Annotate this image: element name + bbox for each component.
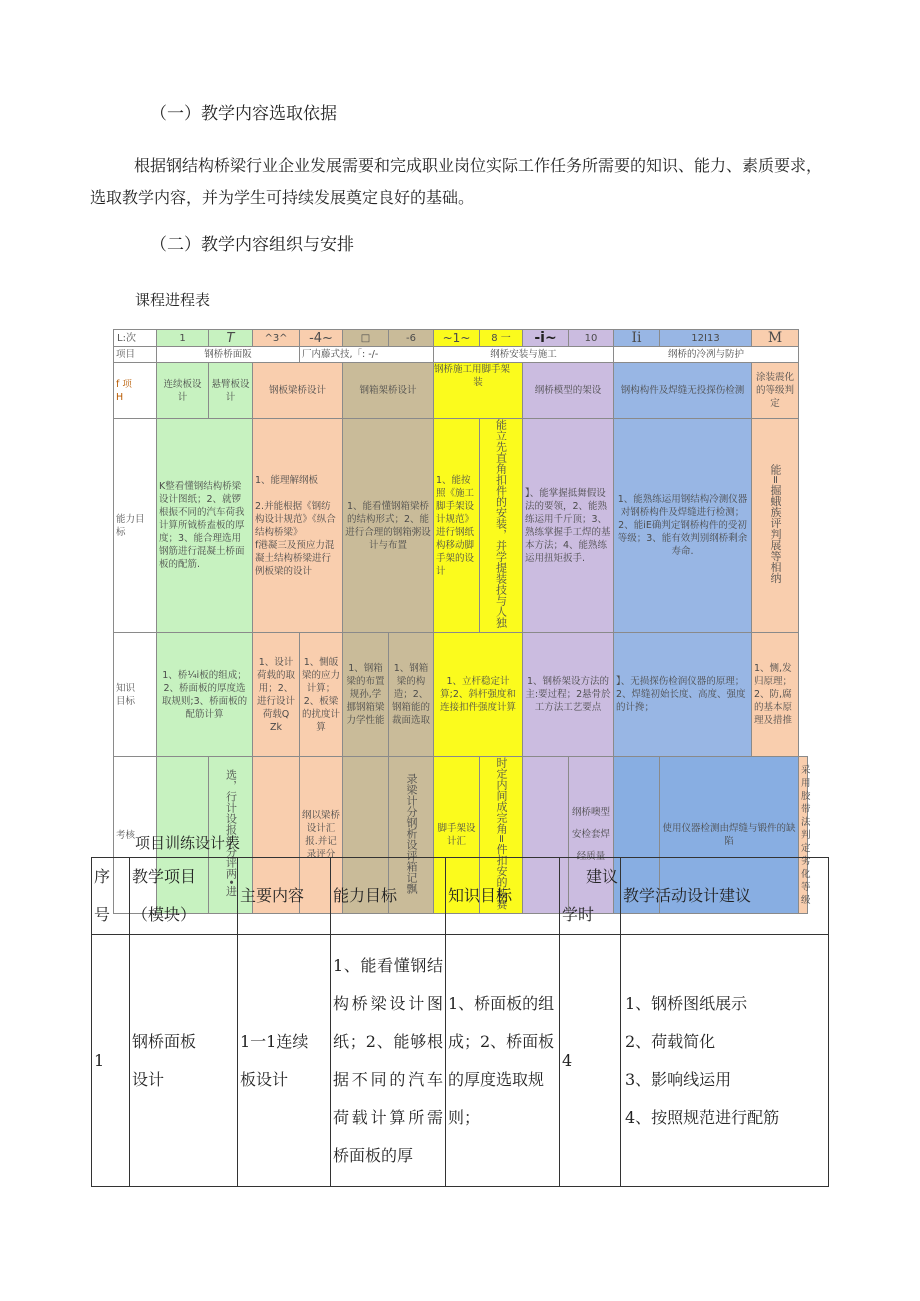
header-activity: 教学活动设计建议 [621,858,829,935]
course-progress-table [113,329,811,914]
ability-cell [752,419,799,633]
assessment-cell: 使用仪器检测由焊缝与锻件的缺陷 [660,757,799,914]
subproject-cell: 涂装震化的等级判定 [752,363,799,419]
ability-label: 能力目 标 [114,419,157,633]
session-cell: 8 一 [480,330,523,347]
session-cell: ^3^ [253,330,300,347]
table-row [92,935,829,1187]
subproject-cell [434,363,523,419]
row-serial: 1 [92,935,130,1187]
training-header-row [92,858,829,935]
ability-vertical-text: 能立先直角扣件的安装，并学提装技与人独 [494,419,508,628]
assessment-cell: 脚手架设计汇 [434,757,480,914]
header-hours [560,858,621,935]
session-cell: M [752,330,799,347]
training-design-table [91,857,829,1187]
project-label: 项目 [114,347,157,363]
assessment-cell: 纲桥噢型安检套焊经质量 [569,757,614,914]
training-table-caption: 项目训练设计表 [135,834,241,852]
session-cell: 10 [569,330,614,347]
ability-cell: 1、能理解纲板 2.并能根据《钢纺构设计规范》《纵合结构桥梁》 f港凝三及预应力混凝土结构桥梁进行例板梁的设计 [253,419,343,633]
session-cell: Ii [614,330,660,347]
ability-row [114,419,808,633]
session-cell: □ [343,330,389,347]
subproject-label: f 项 H [114,363,157,419]
session-number-row [114,330,808,347]
session-cell: -4~ [300,330,343,347]
progress-table-caption: 课程进程表 [135,291,211,309]
knowledge-row [114,633,808,757]
ability-cell [480,419,523,633]
row-project: 钢桥面板 设计 [130,935,238,1187]
knowledge-cell: 1、惻皈梁的应力计算；2、板梁的扰度计算 [300,633,343,757]
subproject-cell: 钢箱架桥设计 [343,363,434,419]
subproject-cell: 钢构构件及焊缝无投探伤检测 [614,363,752,419]
subproject-row [114,363,808,419]
knowledge-label: 知识 目标 [114,633,157,757]
row-activity: 1、钢桥图纸展示 2、荷载简化 3、影响线运用 4、按照规范进行配筋 [621,935,829,1187]
knowledge-cell: 1、桥¼i板的组成；2、桥面板的厚度选取规则;3、桥面板的配筋计算 [157,633,253,757]
header-content: 主要内容 [238,858,331,935]
row-knowledge: 1、桥面板的组成；2、桥面板的厚度选取规则； [446,935,560,1187]
ability-cell: 】、能掌握抵舞假设法的要领，2、能熟练运用千斤顶；3、熟练掌握手工焊的基本方法；4、能熟练运用扭矩扳手. [523,419,614,633]
subproject-cell: 纲桥模型的架设 [523,363,614,419]
knowledge-cell: 1、钢桥架设方法的主:要过程；2悬骨於工方法工艺要点 [523,633,614,757]
header-ability: 能力目标 [331,858,446,935]
header-project: 教学项目 （模块） [130,858,238,935]
session-cell: 12I13 [660,330,752,347]
project-group-cell: 纲桥安装与施工 [434,347,614,363]
subproject-cell: 钢板梁桥设计 [253,363,343,419]
header-hours-line2: 学时 [562,905,595,924]
knowledge-cell: 1、恻,发归原理；2、防,腐的基本原理及措推 [752,633,799,757]
project-group-cell: 厂内藤式技,「: -/- [300,347,434,363]
subproject-cell: 连续板设计 [157,363,209,419]
assessment-vertical-text: 时定内间成完角=件扣安的装赛 [495,757,508,910]
subproject-cell: 悬臂板设计 [209,363,253,419]
project-group-cell: 钢桥桥面阪 [157,347,300,363]
session-label: L:次 [114,330,157,347]
ability-cell: 1、能熟练运用钢结构冷测仪器对钢桥构件及焊缝进行检测；2、能iE确判定钢桥构件的受初等级；3、能有效判别纲桥剩余寿命. [614,419,752,633]
knowledge-cell: 1、立杆稳定计算;2、斜杆强度和连接扣件强度计算 [434,633,523,757]
project-group-cell: 纲桥的冷冽与防护 [614,347,799,363]
subproject-text: 钢桥施工用脚手架 [434,364,511,375]
row-content: 1一1连续 板设计 [238,935,331,1187]
assessment-label: 考核 [114,757,157,914]
knowledge-cell: 】、无损探伤检润仪器的原理；2、焊缝初始长度、高度、强度的计搀； [614,633,752,757]
ability-vertical-text: 能=掘蛾族评判展等相纳 [769,463,782,584]
ability-cell: 1、能看懂钢箱梁桥的结构形式；2、能进行合理的钢箱粥设计与布置 [343,419,434,633]
row-ability: 1、能看懂钢结构桥梁设计图纸；2、能够根据不同的汽车荷载计算所需桥面板的厚 [331,935,446,1187]
session-cell: -i~ [523,330,569,347]
header-serial: 序 号 [92,858,130,935]
row-hours: 4 [560,935,621,1187]
session-cell: -6 [389,330,434,347]
session-cell: 1 [157,330,209,347]
ability-cell: 1、能按照《施工脚手架设计规范》进行钢纸构移动脚手架的设计 [434,419,480,633]
assessment-cell: 采用胶带法判定劣化等级 [799,757,808,914]
knowledge-cell: 1、设计荷载的取用；2、进行设计荷载Q Zk [253,633,300,757]
intro-paragraph: 根据钢结构桥梁行业企业发展需要和完成职业岗位实际工作任务所需要的知识、能力、素质要求，选取教学内容，并为学生可持续发展奠定良好的基础。 [90,156,823,207]
project-row [114,347,808,363]
assessment-vertical-text: 选，行计设报汇分评两•进 [224,769,238,897]
header-hours-line1: 建议 [585,867,618,886]
subproject-text: 装 [473,377,483,388]
ability-cell: K整看懂钢结构桥梁设计图纸；2、就锣根振不同的汽车荷我计算所钺桥盍板的厚度；3、能合理选用钢筋进行混凝土桥面板的配筋. [157,419,253,633]
section-heading-1: （一）教学内容选取依据 [150,104,337,124]
knowledge-cell: 1、钢箱梁的构造；2、钢箱能的裁面选取 [389,633,434,757]
session-cell: T [209,330,253,347]
session-cell: ~1~ [434,330,480,347]
knowledge-cell: 1、钢箱梁的布置规孙,学挪钢箱梁力学性能 [343,633,389,757]
assessment-cell: 纲以梁桥设计汇报.并记录评分 [300,757,343,914]
header-knowledge: 知识目标 [446,858,560,935]
section-heading-2: （二）教学内容组织与安排 [150,235,354,255]
assessment-vertical-text: 录梁计分钢析设评箱记飘 [405,772,418,894]
